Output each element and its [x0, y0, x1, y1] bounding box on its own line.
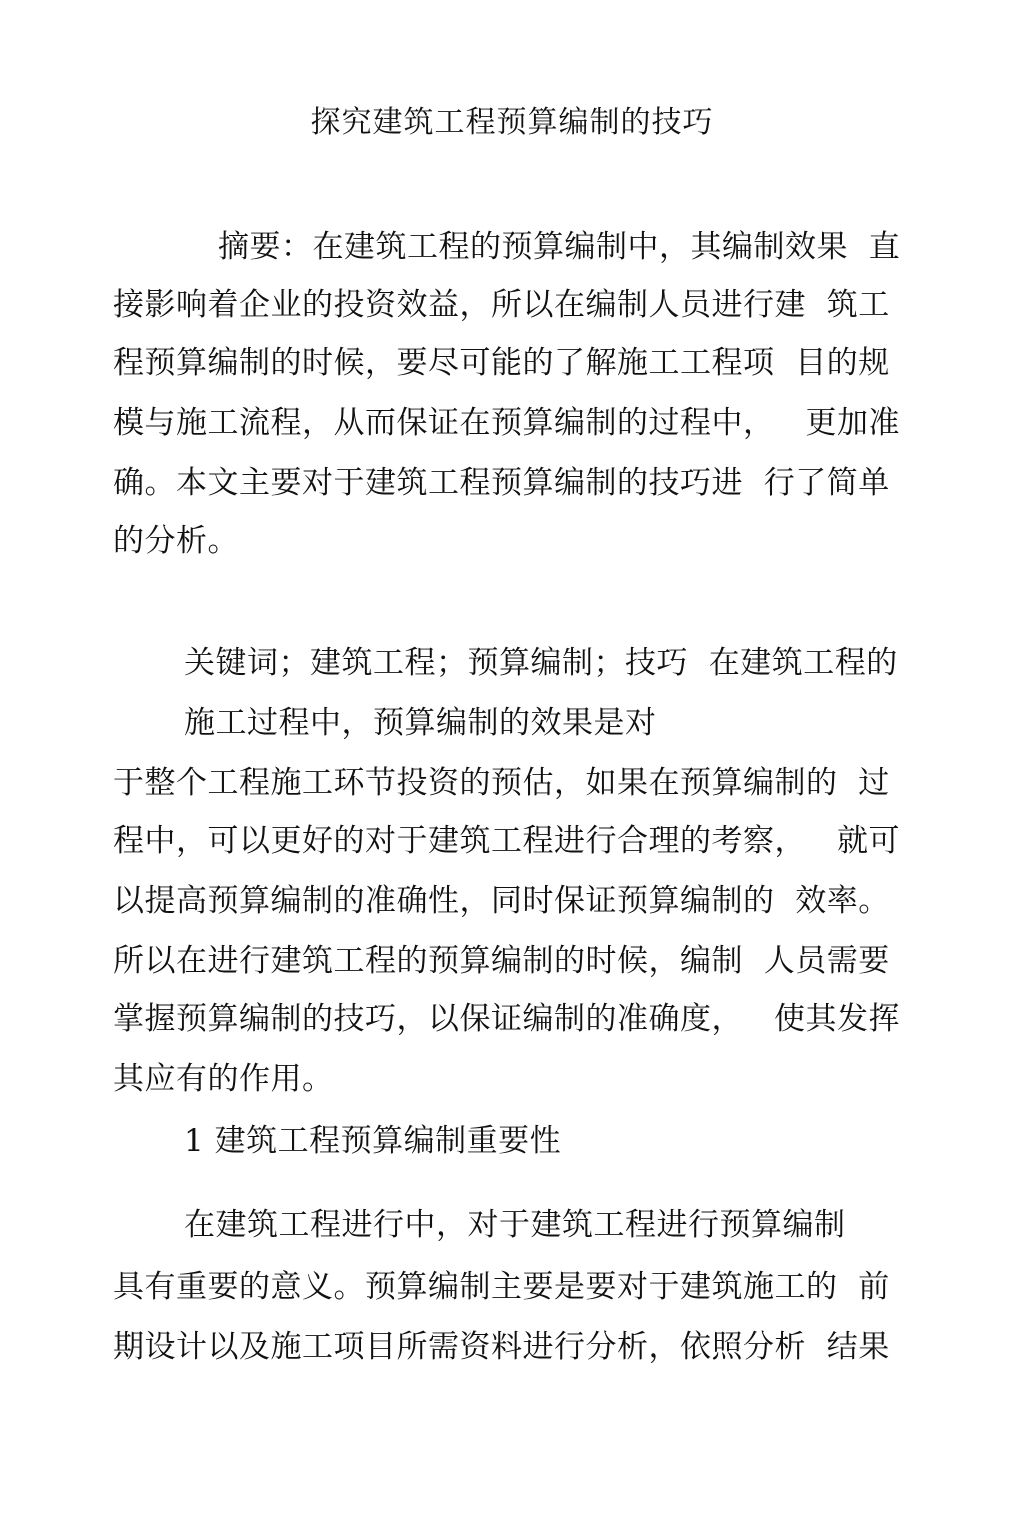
section-heading: 1 建筑工程预算编制重要性 — [184, 1123, 562, 1159]
section-line: 具有重要的意义。预算编制主要是要对于建筑施工的 前 — [113, 1269, 890, 1305]
abstract-line: 程预算编制的时候，要尽可能的了解施工工程项 目的规 — [113, 345, 890, 381]
abstract-line: 摘要：在建筑工程的预算编制中，其编制效果 直 — [218, 229, 901, 265]
section-line: 在建筑工程进行中，对于建筑工程进行预算编制 — [184, 1207, 846, 1243]
intro-line: 掌握预算编制的技巧，以保证编制的准确度， 使其发挥 — [113, 1001, 901, 1037]
document-title: 探究建筑工程预算编制的技巧 — [310, 105, 714, 140]
abstract-line: 模与施工流程，从而保证在预算编制的过程中， 更加准 — [113, 405, 901, 441]
keywords-line: 施工过程中，预算编制的效果是对 — [184, 705, 657, 741]
abstract-line: 确。本文主要对于建筑工程预算编制的技巧进 行了简单 — [113, 465, 890, 501]
intro-line: 所以在进行建筑工程的预算编制的时候，编制 人员需要 — [113, 943, 890, 979]
keywords-line: 关键词；建筑工程；预算编制；技巧 在建筑工程的 — [184, 645, 898, 681]
intro-line: 程中，可以更好的对于建筑工程进行合理的考察， 就可 — [113, 823, 901, 859]
section-line: 期设计以及施工项目所需资料进行分析，依照分析 结果 — [113, 1329, 890, 1365]
abstract-line: 接影响着企业的投资效益，所以在编制人员进行建 筑工 — [113, 287, 890, 323]
intro-line: 于整个工程施工环节投资的预估，如果在预算编制的 过 — [113, 765, 890, 801]
abstract-line: 的分析。 — [113, 523, 239, 559]
intro-line: 以提高预算编制的准确性，同时保证预算编制的 效率。 — [113, 883, 890, 919]
intro-line: 其应有的作用。 — [113, 1061, 334, 1097]
